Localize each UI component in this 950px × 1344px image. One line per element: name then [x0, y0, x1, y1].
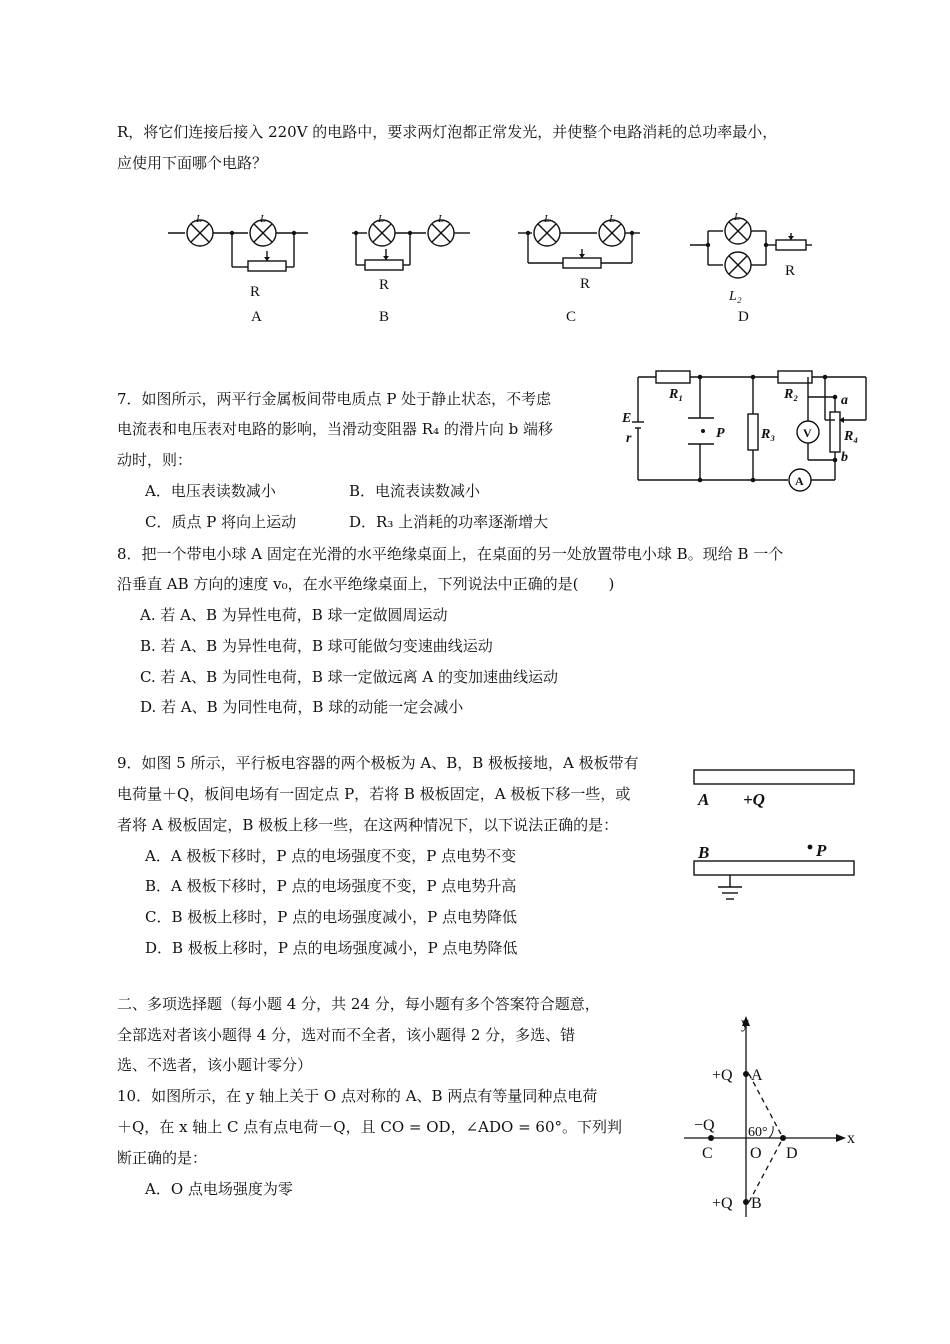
q8-line-2: 沿垂直 AB 方向的速度 v₀，在水平绝缘桌面上，下列说法中正确的是( ) — [117, 575, 615, 593]
fig-c-caption: C — [566, 309, 577, 325]
q9-line-1: 9．如图 5 所示，平行板电容器的两个极板为 A、B，B 极板接地，A 极板带有 — [117, 754, 639, 772]
q8-option-a: A. 若 A、B 为异性电荷，B 球一定做圆周运动 — [140, 606, 448, 624]
plate-b-label: B — [698, 843, 710, 862]
voltmeter-label: V — [803, 426, 812, 440]
q9-line-2: 电荷量＋Q，板间电场有一固定点 P，若将 B 极板固定，A 极板下移一些，或 — [117, 785, 631, 803]
q9-option-c: C．B 极板上移时，P 点的电场强度减小，P 点电势降低 — [145, 908, 517, 926]
q6-line-2: 应使用下面哪个电路？ — [117, 154, 268, 172]
fig-d-caption: D — [738, 309, 749, 325]
point-b-label: B — [751, 1195, 762, 1212]
svg-text:L: L — [378, 213, 385, 225]
fig-b-caption: B — [379, 309, 390, 325]
internal-r-label: r — [626, 431, 632, 446]
q10-line-3: 断正确的是： — [117, 1149, 208, 1167]
origin-o-label: O — [750, 1145, 762, 1162]
charge-b-label: +Q — [712, 1195, 733, 1212]
q8-option-c: C. 若 A、B 为同性电荷，B 球一定做远离 A 的变加速曲线运动 — [140, 668, 559, 686]
charge-a-label: +Q — [712, 1067, 733, 1084]
q9-option-d: D．B 极板上移时，P 点的电场强度减小，P 点电势降低 — [145, 939, 518, 957]
q7-circuit-figure — [618, 362, 873, 497]
charge-q-label: +Q — [743, 790, 765, 809]
q8-option-b: B. 若 A、B 为异性电荷，B 球可能做匀变速曲线运动 — [140, 637, 493, 655]
q9-option-a: A．A 极板下移时，P 点的电场强度不变，P 点电势不变 — [145, 847, 517, 865]
r1-label: R₁ — [669, 387, 684, 402]
point-d-label: D — [786, 1145, 798, 1162]
r3-label: R₃ — [761, 427, 776, 442]
q10-option-a: A．O 点电场强度为零 — [145, 1180, 293, 1198]
svg-text:L: L — [196, 213, 203, 225]
fig-c-resistor-label: R — [580, 276, 591, 292]
fig-a-caption: A — [251, 309, 262, 325]
q7-option-d: D．R₃ 上消耗的功率逐渐增大 — [349, 513, 549, 531]
plate-a-label: A — [698, 790, 710, 809]
q7-line-2: 电流表和电压表对电路的影响，当滑动变阻器 R₄ 的滑片向 b 端移 — [117, 420, 553, 438]
svg-text:L: L — [609, 213, 616, 225]
q9-option-b: B．A 极板下移时，P 点的电场强度不变，P 点电势升高 — [145, 877, 517, 895]
q10-line-1: 10．如图所示，在 y 轴上关于 O 点对称的 A、B 两点有等量同种点电荷 — [117, 1087, 598, 1105]
q9-line-3: 者将 A 极板固定，B 极板上移一些，在这两种情况下，以下说法正确的是： — [117, 816, 619, 834]
q6-line-1: R，将它们连接后接入 220V 的电路中，要求两灯泡都正常发光，并使整个电路消耗的总功率最小， — [117, 123, 778, 141]
q10-axes-figure — [680, 1012, 870, 1224]
slider-b-label: b — [841, 450, 848, 465]
q7-line-1: 7．如图所示，两平行金属板间带电质点 P 处于静止状态，不考虑 — [117, 390, 552, 408]
q7-option-a: A．电压表读数减小 — [145, 482, 276, 500]
point-p-label: P — [816, 841, 827, 860]
section2-line-2: 全部选对者该小题得 4 分，选对而不全者，该小题得 2 分，多选、错 — [117, 1026, 576, 1044]
q9-capacitor-figure — [688, 762, 863, 907]
fig-d-l2-label: L₂ — [729, 289, 742, 304]
ammeter-label: A — [795, 474, 804, 488]
section2-line-1: 二、多项选择题（每小题 4 分，共 24 分，每小题有多个答案符合题意， — [117, 995, 600, 1013]
fig-a-resistor-label: R — [250, 284, 261, 300]
q7-option-c: C．质点 P 将向上运动 — [145, 513, 297, 531]
section2-line-3: 选、不选者，该小题计零分） — [117, 1056, 313, 1074]
charge-c-label: −Q — [694, 1117, 715, 1134]
point-c-label: C — [702, 1145, 713, 1162]
q7-line-3: 动时，则： — [117, 451, 193, 469]
svg-text:L: L — [438, 213, 445, 225]
slider-a-label: a — [841, 393, 848, 408]
fig-b-resistor-label: R — [379, 277, 390, 293]
svg-text:L: L — [260, 213, 267, 225]
svg-text:L: L — [544, 213, 551, 225]
q10-line-2: ＋Q，在 x 轴上 C 点有点电荷－Q，且 CO = OD，∠ADO = 60°。下列判 — [117, 1118, 622, 1136]
q7-option-b: B．电流表读数减小 — [349, 482, 481, 500]
r4-label: R₄ — [844, 429, 859, 444]
q8-line-1: 8．把一个带电小球 A 固定在光滑的水平绝缘桌面上，在桌面的另一处放置带电小球 B。现给 B 一个 — [117, 545, 784, 563]
r2-label: R₂ — [784, 387, 799, 402]
particle-p-label: P — [716, 426, 725, 441]
q8-option-d: D. 若 A、B 为同性电荷，B 球的动能一定会减小 — [140, 698, 464, 716]
angle-label: 60° — [748, 1125, 768, 1140]
svg-text:L: L — [734, 211, 741, 223]
x-axis-label: x — [847, 1130, 855, 1147]
emf-label: E — [622, 411, 632, 426]
y-axis-label: y — [741, 1015, 749, 1032]
fig-d-resistor-label: R — [785, 263, 796, 279]
point-a-label: A — [751, 1067, 763, 1084]
